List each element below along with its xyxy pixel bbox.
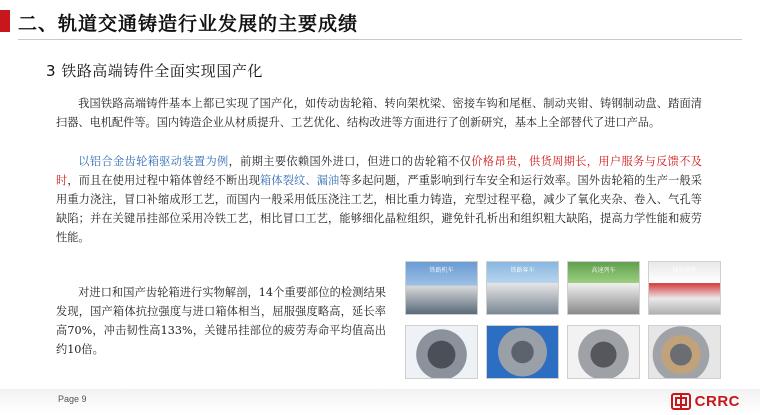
photo-passenger-car (486, 261, 559, 315)
paragraph-gearbox (56, 152, 702, 247)
paragraph-overview-text: 我国铁路高端铸件基本上都已实现了国产化，如传动齿轮箱、转向架枕梁、密接车钩和尾框、制动夹钳、铸钢制动盘、踏面清扫器、电机配件等。国内铸造企业从材质提升、工艺优化、结构改进等方面进行了创新研究，基本上全部替代了进口产品。 (56, 97, 702, 129)
title-accent-bar (0, 10, 10, 32)
paragraph-overview (56, 94, 702, 132)
photo-caption: 铁路机车 (429, 267, 454, 274)
page-title: 二、轨道交通铸造行业发展的主要成绩 (18, 13, 359, 35)
section-heading: 3 铁路高端铸件全面实现国产化 (46, 62, 263, 80)
paragraph-comparison (56, 283, 386, 359)
highlight-import-problems: 价格昂贵，供货周期长，用户服务与反馈不及时 (56, 155, 702, 187)
crrc-logo-text: CRRC (694, 392, 740, 410)
photo-grid (405, 261, 727, 383)
photo-caption: 城轨地铁 (672, 267, 697, 274)
photo-gearbox-casting-2 (486, 325, 559, 379)
crrc-logo (671, 390, 740, 412)
title-divider (18, 39, 742, 40)
photo-locomotive (405, 261, 478, 315)
photo-gearbox-casting-1 (405, 325, 478, 379)
photo-gearbox-casting-4 (648, 325, 721, 379)
highlight-defects: 箱体裂纹、漏油 (260, 174, 340, 187)
photo-gearbox-casting-3 (567, 325, 640, 379)
paragraph-gearbox-text-2: ，而且在使用过程中箱体曾经不断出现 (67, 174, 261, 187)
footer-band (0, 389, 760, 415)
title-bar (0, 0, 760, 40)
highlight-example: 以铝合金齿轮箱驱动装置为例 (78, 155, 229, 168)
photo-caption: 铁路客车 (510, 267, 535, 274)
paragraph-gearbox-text-3: 等多起问题，严重影响到行车安全和运行效率。国外齿轮箱的生产一般采用重力浇注，冒口补缩成形工艺，而国内一般采用低压浇注工艺，相比重力铸造，充型过程平稳，减少了氧化夹杂、卷入、气孔等缺陷；并在关键吊挂部位采用冷铁工艺，相比冒口工艺，能够细化晶粒组织，避免针孔析出和组织粗大缺陷，提高力学性能和疲劳性能。 (56, 174, 702, 244)
photo-caption: 高速列车 (591, 267, 616, 274)
paragraph-comparison-text: 对进口和国产齿轮箱进行实物解剖，14个重要部位的检测结果发现，国产箱体抗拉强度与进口箱体相当，屈服强度略高，延长率高70%，冲击韧性高133%，关键吊挂部位的疲劳寿命平均值高出约10倍。 (56, 286, 386, 356)
crrc-logo-icon (671, 393, 691, 410)
photo-high-speed-train (567, 261, 640, 315)
page-number: Page 9 (58, 394, 87, 404)
paragraph-gearbox-text-1: ，前期主要依赖国外进口，但进口的齿轮箱不仅 (228, 155, 472, 168)
photo-metro (648, 261, 721, 315)
